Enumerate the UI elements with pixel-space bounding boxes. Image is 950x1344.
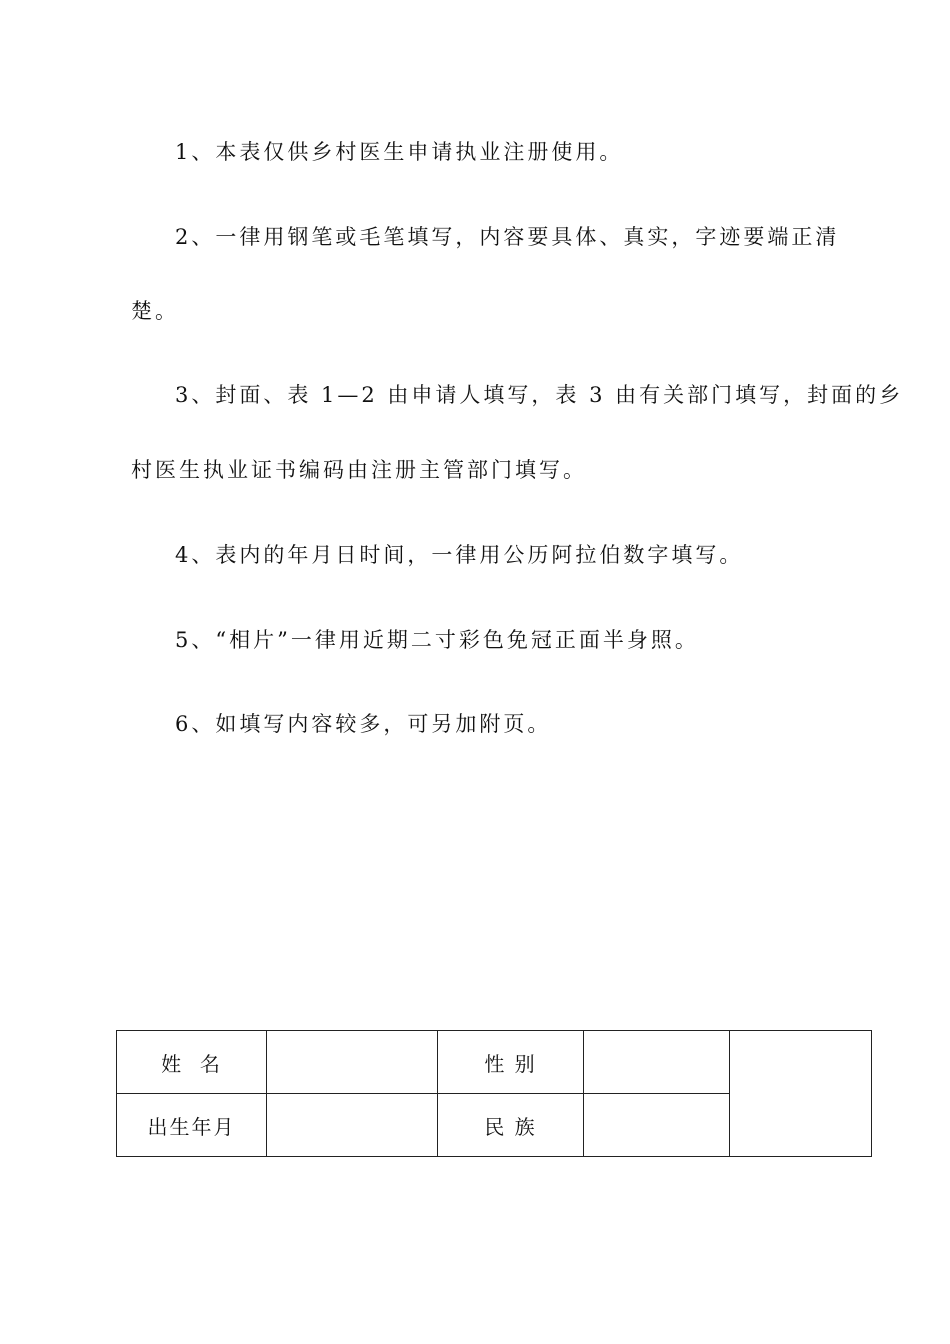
instruction-4: 4、表内的年月日时间，一律用公历阿拉伯数字填写。 <box>175 543 744 567</box>
applicant-info-table <box>116 1030 872 1157</box>
gender-label-text: 性 别 <box>484 1051 537 1076</box>
instruction-2: 2、一律用钢笔或毛笔填写，内容要具体、真实，字迹要端正清 <box>175 225 840 249</box>
instruction-5: 5、“相片”一律用近期二寸彩色免冠正面半身照。 <box>175 628 699 652</box>
gender-field[interactable] <box>584 1031 730 1094</box>
photo-box[interactable] <box>730 1031 872 1157</box>
ethnicity-label-text: 民 族 <box>484 1114 537 1139</box>
instruction-2-continued: 楚。 <box>131 299 179 323</box>
instruction-1: 1、本表仅供乡村医生申请执业注册使用。 <box>175 140 624 164</box>
name-label <box>117 1031 267 1094</box>
birth-date-label <box>117 1094 267 1157</box>
ethnicity-field[interactable] <box>584 1094 730 1157</box>
name-field[interactable] <box>267 1031 438 1094</box>
instruction-3-continued: 村医生执业证书编码由注册主管部门填写。 <box>131 458 587 482</box>
gender-label <box>438 1031 584 1094</box>
name-label-text: 姓 名 <box>161 1051 222 1076</box>
table-row <box>117 1031 872 1094</box>
instruction-6: 6、如填写内容较多，可另加附页。 <box>175 712 552 736</box>
birth-date-field[interactable] <box>267 1094 438 1157</box>
birth-date-label-text: 出生年月 <box>147 1114 236 1139</box>
instruction-3: 3、封面、表 1—2 由申请人填写，表 3 由有关部门填写，封面的乡 <box>175 383 904 407</box>
ethnicity-label <box>438 1094 584 1157</box>
